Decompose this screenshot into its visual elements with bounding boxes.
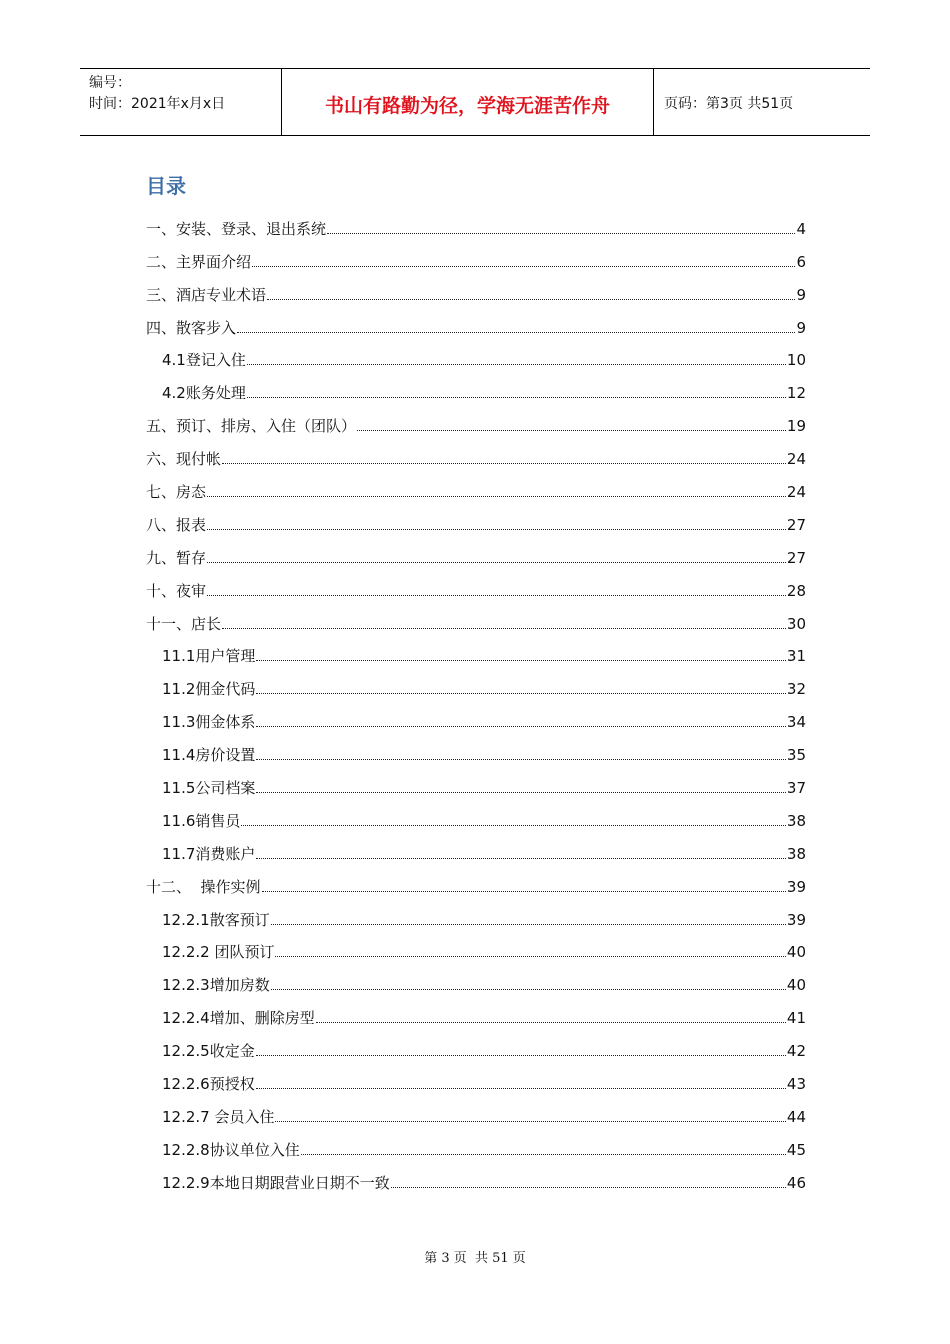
toc-entry-page: 38 xyxy=(786,844,806,863)
toc-entry[interactable] xyxy=(146,933,806,966)
toc-entry[interactable] xyxy=(146,472,806,505)
toc-entry[interactable] xyxy=(146,998,806,1031)
toc-entry-label: 五、预订、排房、入住（团队） xyxy=(146,417,357,436)
toc-entry-page: 43 xyxy=(786,1075,806,1094)
toc-entry-label: 12.2.2 团队预订 xyxy=(162,943,275,962)
toc-dot-leader xyxy=(262,890,786,892)
toc-entry-page: 41 xyxy=(786,1009,806,1028)
toc-entry-page: 39 xyxy=(786,877,806,896)
toc-entry-page: 19 xyxy=(786,417,806,436)
toc-entry-label: 4.2账务处理 xyxy=(162,384,246,403)
toc-entry-page: 39 xyxy=(786,910,806,929)
toc-dot-leader xyxy=(247,396,786,398)
toc-entry-page: 6 xyxy=(796,252,806,271)
toc-entry-page: 31 xyxy=(786,647,806,666)
toc-entry-page: 28 xyxy=(786,581,806,600)
toc-entry-label: 九、暂存 xyxy=(146,548,207,567)
toc-dot-leader xyxy=(357,429,786,431)
toc-dot-leader xyxy=(256,725,786,727)
toc-entry-page: 38 xyxy=(786,811,806,830)
toc-entry-page: 24 xyxy=(786,483,806,502)
toc-entry-label: 十、夜审 xyxy=(146,581,207,600)
toc-entry-page: 9 xyxy=(796,285,806,304)
toc-entry-page: 30 xyxy=(786,614,806,633)
toc-dot-leader xyxy=(256,758,786,760)
header-page-cell xyxy=(654,69,870,135)
toc-entry[interactable] xyxy=(146,341,806,374)
toc-entry-label: 12.2.6预授权 xyxy=(162,1075,255,1094)
toc-entry-label: 11.1用户管理 xyxy=(162,647,256,666)
toc-dot-leader xyxy=(301,1153,786,1155)
toc-dot-leader xyxy=(207,528,786,530)
toc-dot-leader xyxy=(275,955,785,957)
toc-dot-leader xyxy=(267,298,795,300)
toc-dot-leader xyxy=(316,1021,786,1023)
toc-dot-leader xyxy=(256,1087,786,1089)
toc-entry-page: 10 xyxy=(786,351,806,370)
toc-dot-leader xyxy=(207,495,786,497)
toc-entry[interactable] xyxy=(146,1130,806,1163)
toc-dot-leader xyxy=(256,692,786,694)
toc-entry-page: 42 xyxy=(786,1042,806,1061)
toc-entry[interactable] xyxy=(146,768,806,801)
toc-entry-page: 44 xyxy=(786,1107,806,1126)
toc-entry-label: 11.3佣金体系 xyxy=(162,713,256,732)
toc-dot-leader xyxy=(271,988,786,990)
toc-entry-label: 十一、店长 xyxy=(146,614,222,633)
toc-entry-label: 12.2.7 会员入住 xyxy=(162,1107,275,1126)
document-header xyxy=(80,68,870,136)
toc-dot-leader xyxy=(256,1054,786,1056)
toc-entry-page: 24 xyxy=(786,450,806,469)
toc-dot-leader xyxy=(256,857,786,859)
toc-entry-label: 11.2佣金代码 xyxy=(162,680,256,699)
toc-dot-leader xyxy=(237,331,795,333)
toc-entry[interactable] xyxy=(146,275,806,308)
toc-entry-label: 4.1登记入住 xyxy=(162,351,246,370)
toc-entry[interactable] xyxy=(146,1064,806,1097)
toc-entry-page: 40 xyxy=(786,976,806,995)
toc-entry-label: 12.2.1散客预订 xyxy=(162,910,270,929)
toc-entry-page: 4 xyxy=(796,219,806,238)
toc-entry[interactable] xyxy=(146,1097,806,1130)
toc-entry[interactable] xyxy=(146,406,806,439)
toc-entry-page: 37 xyxy=(786,779,806,798)
toc-entry-label: 八、报表 xyxy=(146,515,207,534)
toc-entry-label: 七、房态 xyxy=(146,483,207,502)
toc-entry[interactable] xyxy=(146,735,806,768)
toc-entry[interactable] xyxy=(146,965,806,998)
toc-entry[interactable] xyxy=(146,439,806,472)
toc-entry-label: 12.2.8协议单位入住 xyxy=(162,1140,300,1159)
toc-entry-label: 11.7消费账户 xyxy=(162,844,256,863)
toc-entry[interactable] xyxy=(146,604,806,637)
toc-entry-label: 二、主界面介绍 xyxy=(146,252,252,271)
toc-entry-label: 三、酒店专业术语 xyxy=(146,285,267,304)
toc-list xyxy=(146,209,806,1196)
toc-dot-leader xyxy=(275,1120,785,1122)
toc-entry-page: 46 xyxy=(786,1173,806,1192)
toc-entry-label: 十二、 操作实例 xyxy=(146,877,261,896)
toc-entry[interactable] xyxy=(146,900,806,933)
header-meta-cell xyxy=(80,69,282,135)
toc-entry[interactable] xyxy=(146,637,806,670)
toc-entry[interactable] xyxy=(146,867,806,900)
toc-entry-page: 45 xyxy=(786,1140,806,1159)
toc-entry[interactable] xyxy=(146,1031,806,1064)
toc-entry[interactable] xyxy=(146,505,806,538)
toc-entry[interactable] xyxy=(146,834,806,867)
toc-entry-label: 四、散客步入 xyxy=(146,318,237,337)
toc-entry-page: 27 xyxy=(786,548,806,567)
toc-entry-page: 9 xyxy=(796,318,806,337)
toc-dot-leader xyxy=(222,627,786,629)
header-motto: 书山有路勤为径，学海无涯苦作舟 xyxy=(324,94,610,117)
toc-entry-page: 32 xyxy=(786,680,806,699)
toc-dot-leader xyxy=(247,363,786,365)
toc-dot-leader xyxy=(241,824,786,826)
toc-entry-label: 11.6销售员 xyxy=(162,811,241,830)
toc-entry-page: 35 xyxy=(786,746,806,765)
toc-entry-page: 12 xyxy=(786,384,806,403)
toc-entry-label: 六、现付帐 xyxy=(146,450,222,469)
toc-entry-page: 34 xyxy=(786,713,806,732)
document-time-label: 时间：2021年x月x日 xyxy=(89,96,226,112)
toc-entry[interactable] xyxy=(146,538,806,571)
toc-title: 目录 xyxy=(146,174,186,198)
toc-dot-leader xyxy=(327,232,795,234)
toc-entry[interactable] xyxy=(146,669,806,702)
toc-dot-leader xyxy=(271,923,786,925)
toc-entry[interactable] xyxy=(146,1163,806,1196)
toc-entry-page: 27 xyxy=(786,515,806,534)
toc-entry[interactable] xyxy=(146,702,806,735)
toc-entry-label: 11.4房价设置 xyxy=(162,746,256,765)
header-motto-cell xyxy=(282,69,654,135)
header-page-info: 页码：第3页 共51页 xyxy=(664,96,794,112)
toc-entry[interactable] xyxy=(146,373,806,406)
document-number-label: 编号： xyxy=(89,75,131,91)
toc-entry-label: 12.2.5收定金 xyxy=(162,1042,255,1061)
toc-entry-label: 12.2.9本地日期跟营业日期不一致 xyxy=(162,1173,390,1192)
toc-dot-leader xyxy=(256,791,786,793)
toc-entry-label: 一、安装、登录、退出系统 xyxy=(146,219,327,238)
toc-entry[interactable] xyxy=(146,242,806,275)
toc-entry[interactable] xyxy=(146,209,806,242)
toc-dot-leader xyxy=(391,1186,786,1188)
page-footer: 第 3 页 共 51 页 xyxy=(424,1251,526,1266)
toc-entry[interactable] xyxy=(146,801,806,834)
toc-entry-label: 11.5公司档案 xyxy=(162,779,256,798)
toc-dot-leader xyxy=(207,594,786,596)
toc-dot-leader xyxy=(207,561,786,563)
toc-dot-leader xyxy=(256,659,786,661)
toc-entry[interactable] xyxy=(146,308,806,341)
toc-entry-label: 12.2.3增加房数 xyxy=(162,976,270,995)
toc-dot-leader xyxy=(252,265,795,267)
toc-entry-label: 12.2.4增加、删除房型 xyxy=(162,1009,315,1028)
toc-entry-page: 40 xyxy=(786,943,806,962)
toc-entry[interactable] xyxy=(146,571,806,604)
toc-dot-leader xyxy=(222,462,786,464)
